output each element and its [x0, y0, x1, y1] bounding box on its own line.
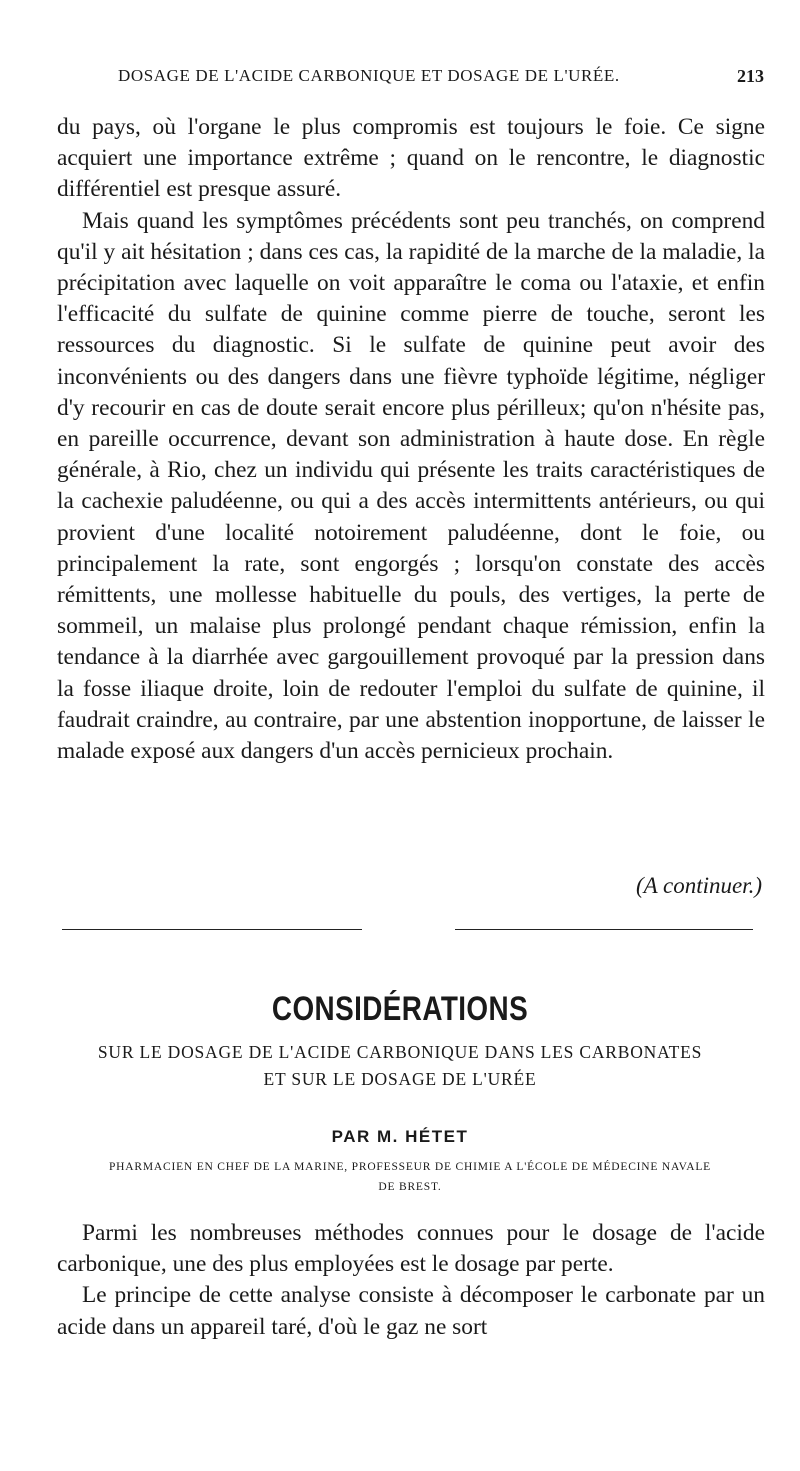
article-subtitle-line: SUR LE DOSAGE DE L'ACIDE CARBONIQUE DANS LES CARBONATES — [97, 1042, 703, 1062]
paragraph: du pays, où l'organe le plus compromis est toujours le foie. Ce signe acquiert une importance extrême ; quand on le rencontre, le diagnostic différentiel est presque assuré. — [57, 114, 765, 203]
section-divider-right — [455, 929, 753, 930]
continue-note: (A continuer.) — [635, 873, 762, 898]
article-continuation — [57, 112, 765, 767]
running-title: DOSAGE DE L'ACIDE CARBONIQUE ET DOSAGE DE L'URÉE. — [118, 66, 620, 85]
section-divider-left — [62, 929, 362, 930]
paragraph: Mais quand les symptômes précédents sont peu tranchés, on comprend qu'il y ait hésitation ; dans ces cas, la rapidité de la marche de la maladie, la précipitation avec laquelle on voit apparaître le coma ou l'ataxie, et enfin l'efficacité du sulfate de quinine comme pierre de touche, seront les ressources du diagnostic. Si le sulfate de quinine peut avoir des inconvénients ou des dangers dans une fièvre typhoïde légitime, négliger d'y recourir en cas de doute serait encore plus périlleux; qu'on n'hésite pas, en pareille occurrence, devant son administration à haute dose. En règle générale, à Rio, chez un individu qui présente les traits caractéristiques de la cachexie paludéenne, ou qui a des accès intermittents antérieurs, ou qui provient d'une localité notoirement paludéenne, dont le foie, ou principalement la rate, sont engorgés ; lorsqu'on constate des accès rémittents, une mollesse habituelle du pouls, des vertiges, la perte de sommeil, un malaise plus prolongé pendant chaque rémission, enfin la tendance à la diarrhée avec gargouillement provoqué par la pression dans la fosse iliaque droite, loin de redouter l'emploi du sulfate de quinine, il faudrait craindre, au contraire, par une abstention inopportune, de laisser le malade exposé aux dangers d'un accès pernicieux prochain. — [57, 207, 765, 765]
author-affiliation-line: DE BREST. — [378, 1181, 442, 1193]
author-affiliation-line: PHARMACIEN EN CHEF DE LA MARINE, PROFESSEUR DE CHIMIE A L'ÉCOLE DE MÉDECINE NAVALE — [108, 1161, 712, 1173]
paragraph: Parmi les nombreuses méthodes connues pour le dosage de l'acide carbonique, une des plus employées est le dosage par perte. — [57, 1220, 765, 1278]
article-title: CONSIDÉRATIONS — [271, 990, 529, 1028]
article-body — [57, 1218, 765, 1343]
article-subtitle-line: ET SUR LE DOSAGE DE L'URÉE — [263, 1069, 537, 1089]
paragraph: Le principe de cette analyse consiste à décomposer le carbonate par un acide dans un appareil taré, d'où le gaz ne sort — [57, 1282, 765, 1340]
page-number: 213 — [737, 66, 764, 86]
running-header — [56, 66, 766, 96]
author-byline: PAR M. HÉTET — [331, 1127, 469, 1146]
